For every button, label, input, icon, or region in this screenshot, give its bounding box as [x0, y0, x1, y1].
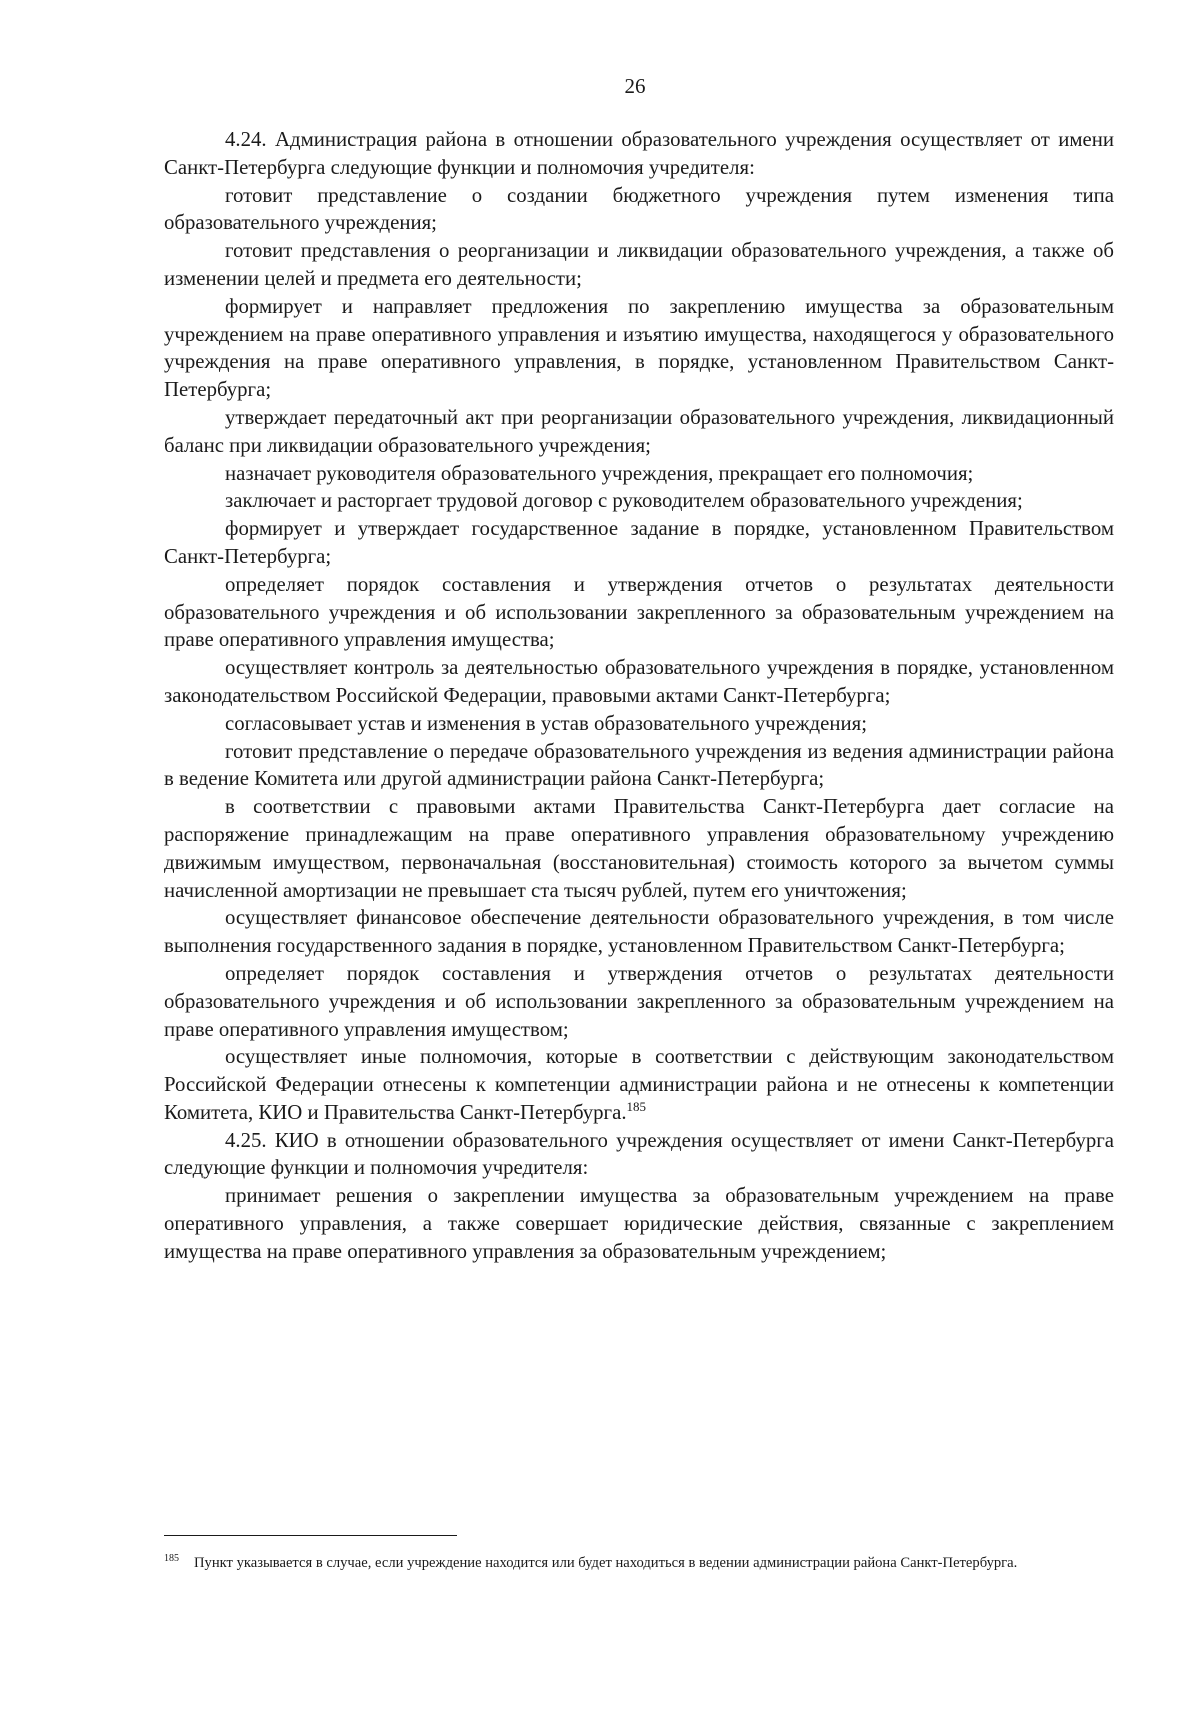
paragraph-with-footnote	[164, 1043, 1114, 1126]
paragraph: формирует и направляет предложения по закреплению имущества за образовательным учреждением на праве оперативного управления и изъятию имущества, находящегося у образовательного учреждения на праве оперативного управления, в порядке, установленном Правительством Санкт-Петербурга;	[164, 294, 1114, 402]
paragraph: осуществляет контроль за деятельностью образовательного учреждения в порядке, установленном законодательством Российской Федерации, правовыми актами Санкт-Петербурга;	[164, 656, 1114, 707]
footnote-text: Пункт указывается в случае, если учреждение находится или будет находиться в ведении администрации района Санкт-Петербурга.	[194, 1555, 1018, 1571]
document-body	[164, 126, 1114, 1266]
footnote-marker: 185	[164, 1553, 179, 1564]
footnote-separator	[164, 1535, 457, 1536]
paragraph: согласовывает устав и изменения в устав образовательного учреждения;	[225, 711, 867, 735]
footnote-reference: 185	[626, 1098, 647, 1114]
paragraph-4-24: 4.24. Администрация района в отношении образовательного учреждения осуществляет от имени Санкт-Петербурга следующие функции и полномочия учредителя:	[164, 128, 1114, 179]
footnote	[164, 1549, 1114, 1573]
paragraph: утверждает передаточный акт при реорганизации образовательного учреждения, ликвидационный баланс при ликвидации образовательного учреждения;	[164, 405, 1114, 457]
paragraph-4-25: 4.25. КИО в отношении образовательного учреждения осуществляет от имени Санкт-Петербурга следующие функции и полномочия учредителя:	[164, 1128, 1114, 1180]
paragraph: готовит представление о передаче образовательного учреждения из ведения администрации района в ведение Комитета или другой администрации района Санкт-Петербурга;	[164, 739, 1114, 791]
paragraph: определяет порядок составления и утверждения отчетов о результатах деятельности образовательного учреждения и об использовании закрепленного за образовательным учреждением на праве оперативного управления имуществом;	[164, 961, 1114, 1041]
paragraph: готовит представление о создании бюджетного учреждения путем изменения типа образовательного учреждения;	[164, 183, 1114, 235]
paragraph-text: осуществляет иные полномочия, которые в соответствии с действующим законодательством Российской Федерации отнесены к компетенции администрации района и не отнесены к компетенции Комитета, КИО и Правительства Санкт-Петербурга.	[164, 1045, 1114, 1124]
paragraph: формирует и утверждает государственное задание в порядке, установленном Правительством Санкт-Петербурга;	[164, 517, 1114, 568]
paragraph: определяет порядок составления и утверждения отчетов о результатах деятельности образовательного учреждения и об использовании закрепленного за образовательным учреждением на праве оперативного управления имущества;	[164, 572, 1114, 652]
paragraph: назначает руководителя образовательного учреждения, прекращает его полномочия;	[225, 461, 974, 485]
paragraph: готовит представления о реорганизации и ликвидации образовательного учреждения, а также об изменении целей и предмета его деятельности;	[164, 239, 1114, 290]
page-number: 26	[624, 74, 646, 98]
paragraph: в соответствии с правовыми актами Правительства Санкт-Петербурга дает согласие на распоряжение принадлежащим на праве оперативного управления образовательному учреждению движимым имуществом, первоначальная (восстановительная) стоимость которого за вычетом суммы начисленной амортизации не превышает ста тысяч рублей, путем его уничтожения;	[164, 795, 1114, 902]
paragraph: заключает и расторгает трудовой договор с руководителем образовательного учреждения;	[225, 489, 1023, 513]
paragraph: принимает решения о закреплении имущества за образовательным учреждением на праве оперативного управления, а также совершает юридические действия, связанные с закреплением имущества на праве оперативного управления за образовательным учреждением;	[164, 1184, 1114, 1263]
paragraph: осуществляет финансовое обеспечение деятельности образовательного учреждения, в том числе выполнения государственного задания в порядке, установленном Правительством Санкт-Петербурга;	[164, 906, 1114, 958]
